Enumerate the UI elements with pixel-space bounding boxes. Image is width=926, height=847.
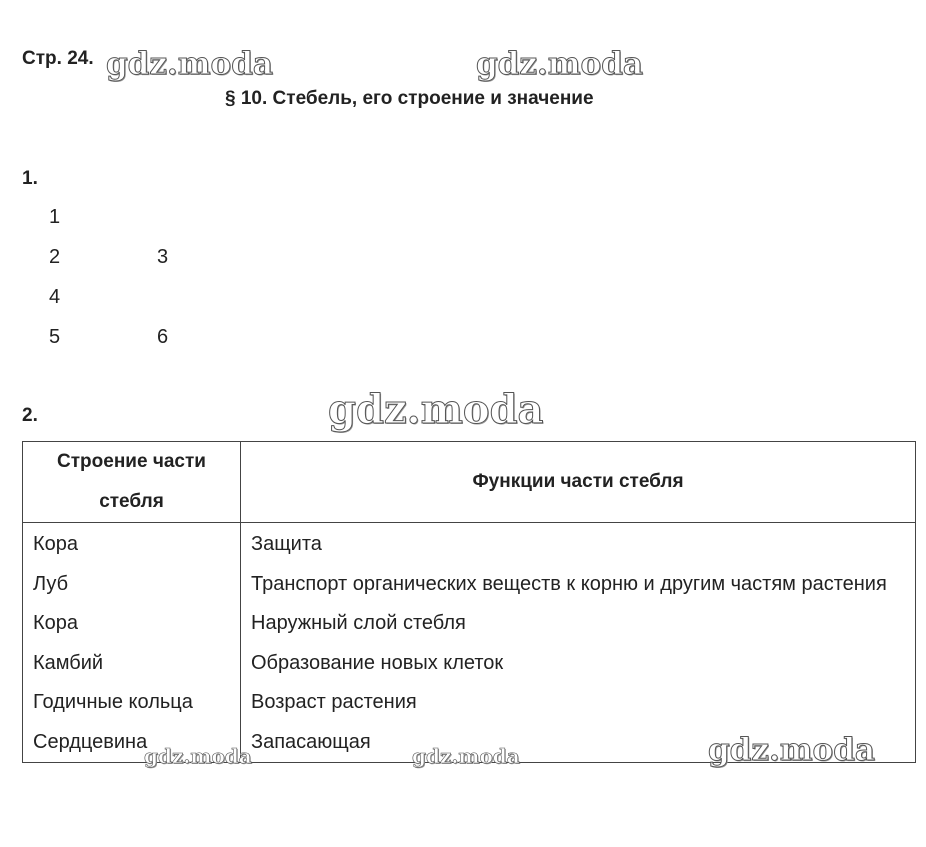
table-cell-part: Годичные кольца bbox=[23, 683, 241, 723]
diagram-label-3: 3 bbox=[157, 246, 169, 268]
question-2-number: 2. bbox=[22, 405, 38, 426]
watermark: gdz.moda bbox=[476, 46, 643, 82]
table-row bbox=[23, 644, 916, 684]
table-cell-part: Кора bbox=[23, 523, 241, 565]
table-cell-function: Возраст растения bbox=[241, 683, 916, 723]
watermark: gdz.moda bbox=[328, 386, 544, 433]
table-row bbox=[23, 565, 916, 605]
table-header-functions: Функции части стебля bbox=[241, 442, 916, 523]
table-cell-part: Луб bbox=[23, 565, 241, 605]
table-cell-function: Наружный слой стебля bbox=[241, 604, 916, 644]
question-1-number: 1. bbox=[22, 168, 38, 189]
page-reference: Стр. 24. bbox=[22, 48, 94, 69]
table-cell-part: Сердцевина bbox=[23, 723, 241, 763]
table-row bbox=[23, 604, 916, 644]
diagram-label-6: 6 bbox=[157, 326, 169, 348]
watermark: gdz.moda bbox=[412, 744, 520, 768]
table-header-structure: Строение части стебля bbox=[23, 442, 241, 523]
diagram-label-5: 5 bbox=[49, 326, 61, 348]
watermark: gdz.moda bbox=[708, 732, 875, 768]
table-row bbox=[23, 683, 916, 723]
watermark: gdz.moda bbox=[144, 744, 252, 768]
table-cell-part: Камбий bbox=[23, 644, 241, 684]
section-title: § 10. Стебель, его строение и значение bbox=[225, 88, 594, 109]
table-cell-function: Образование новых клеток bbox=[241, 644, 916, 684]
diagram-label-1: 1 bbox=[49, 206, 61, 228]
table-cell-function: Транспорт органических веществ к корню и другим частям растения bbox=[241, 565, 916, 605]
table-cell-function: Запасающая bbox=[241, 723, 916, 763]
diagram-label-4: 4 bbox=[49, 286, 61, 308]
table-row bbox=[23, 523, 916, 565]
table-cell-function: Защита bbox=[241, 523, 916, 565]
watermark: gdz.moda bbox=[106, 46, 273, 82]
table-cell-part: Кора bbox=[23, 604, 241, 644]
stem-structure-table bbox=[22, 441, 916, 763]
diagram-label-2: 2 bbox=[49, 246, 61, 268]
